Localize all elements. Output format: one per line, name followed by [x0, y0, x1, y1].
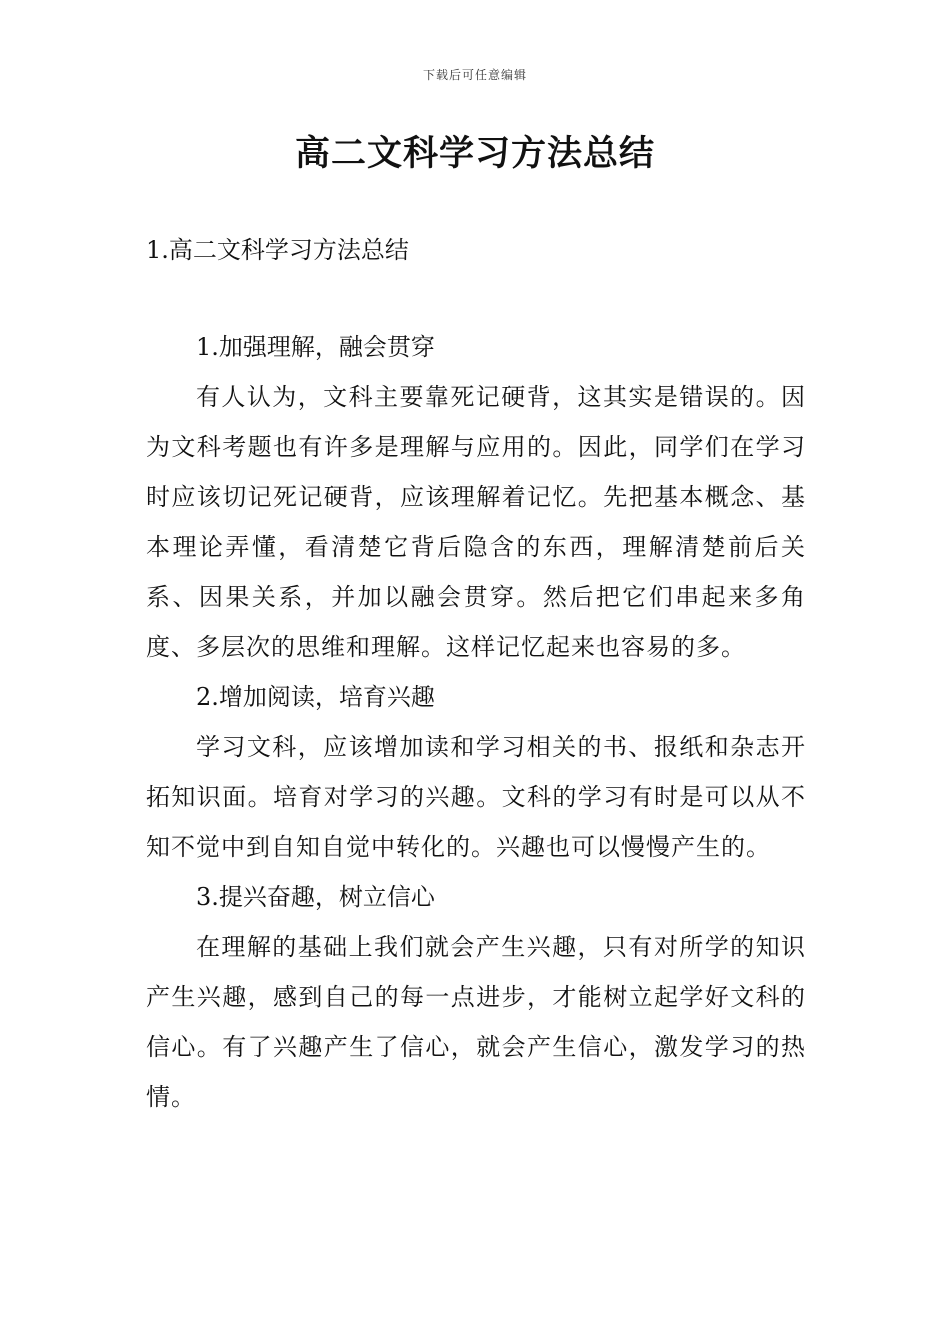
document-body — [146, 322, 806, 1122]
subheading-1: 1.加强理解，融会贯穿 — [196, 333, 435, 361]
document-title: 高二文科学习方法总结 — [294, 134, 655, 174]
paragraph-2: 学习文科，应该增加读和学习相关的书、报纸和杂志开拓知识面。培育对学习的兴趣。文科的学习有时是可以从不知不觉中到自知自觉中转化的。兴趣也可以慢慢产生的。 — [146, 733, 806, 861]
paragraph-3: 在理解的基础上我们就会产生兴趣，只有对所学的知识产生兴趣，感到自己的每一点进步，才能树立起学好文科的信心。有了兴趣产生了信心，就会产生信心，激发学习的热情。 — [146, 933, 806, 1111]
header-note: 下载后可任意编辑 — [422, 68, 527, 82]
subheading-3: 3.提兴奋趣，树立信心 — [196, 883, 435, 911]
section-heading: 1.高二文科学习方法总结 — [146, 236, 409, 264]
paragraph-1: 有人认为，文科主要靠死记硬背，这其实是错误的。因为文科考题也有许多是理解与应用的。因此，同学们在学习时应该切记死记硬背，应该理解着记忆。先把基本概念、基本理论弄懂，看清楚它背后隐含的东西，理解清楚前后关系、因果关系，并加以融会贯穿。然后把它们串起来多角度、多层次的思维和理解。这样记忆起来也容易的多。 — [146, 383, 806, 661]
subheading-2: 2.增加阅读，培育兴趣 — [196, 683, 435, 711]
